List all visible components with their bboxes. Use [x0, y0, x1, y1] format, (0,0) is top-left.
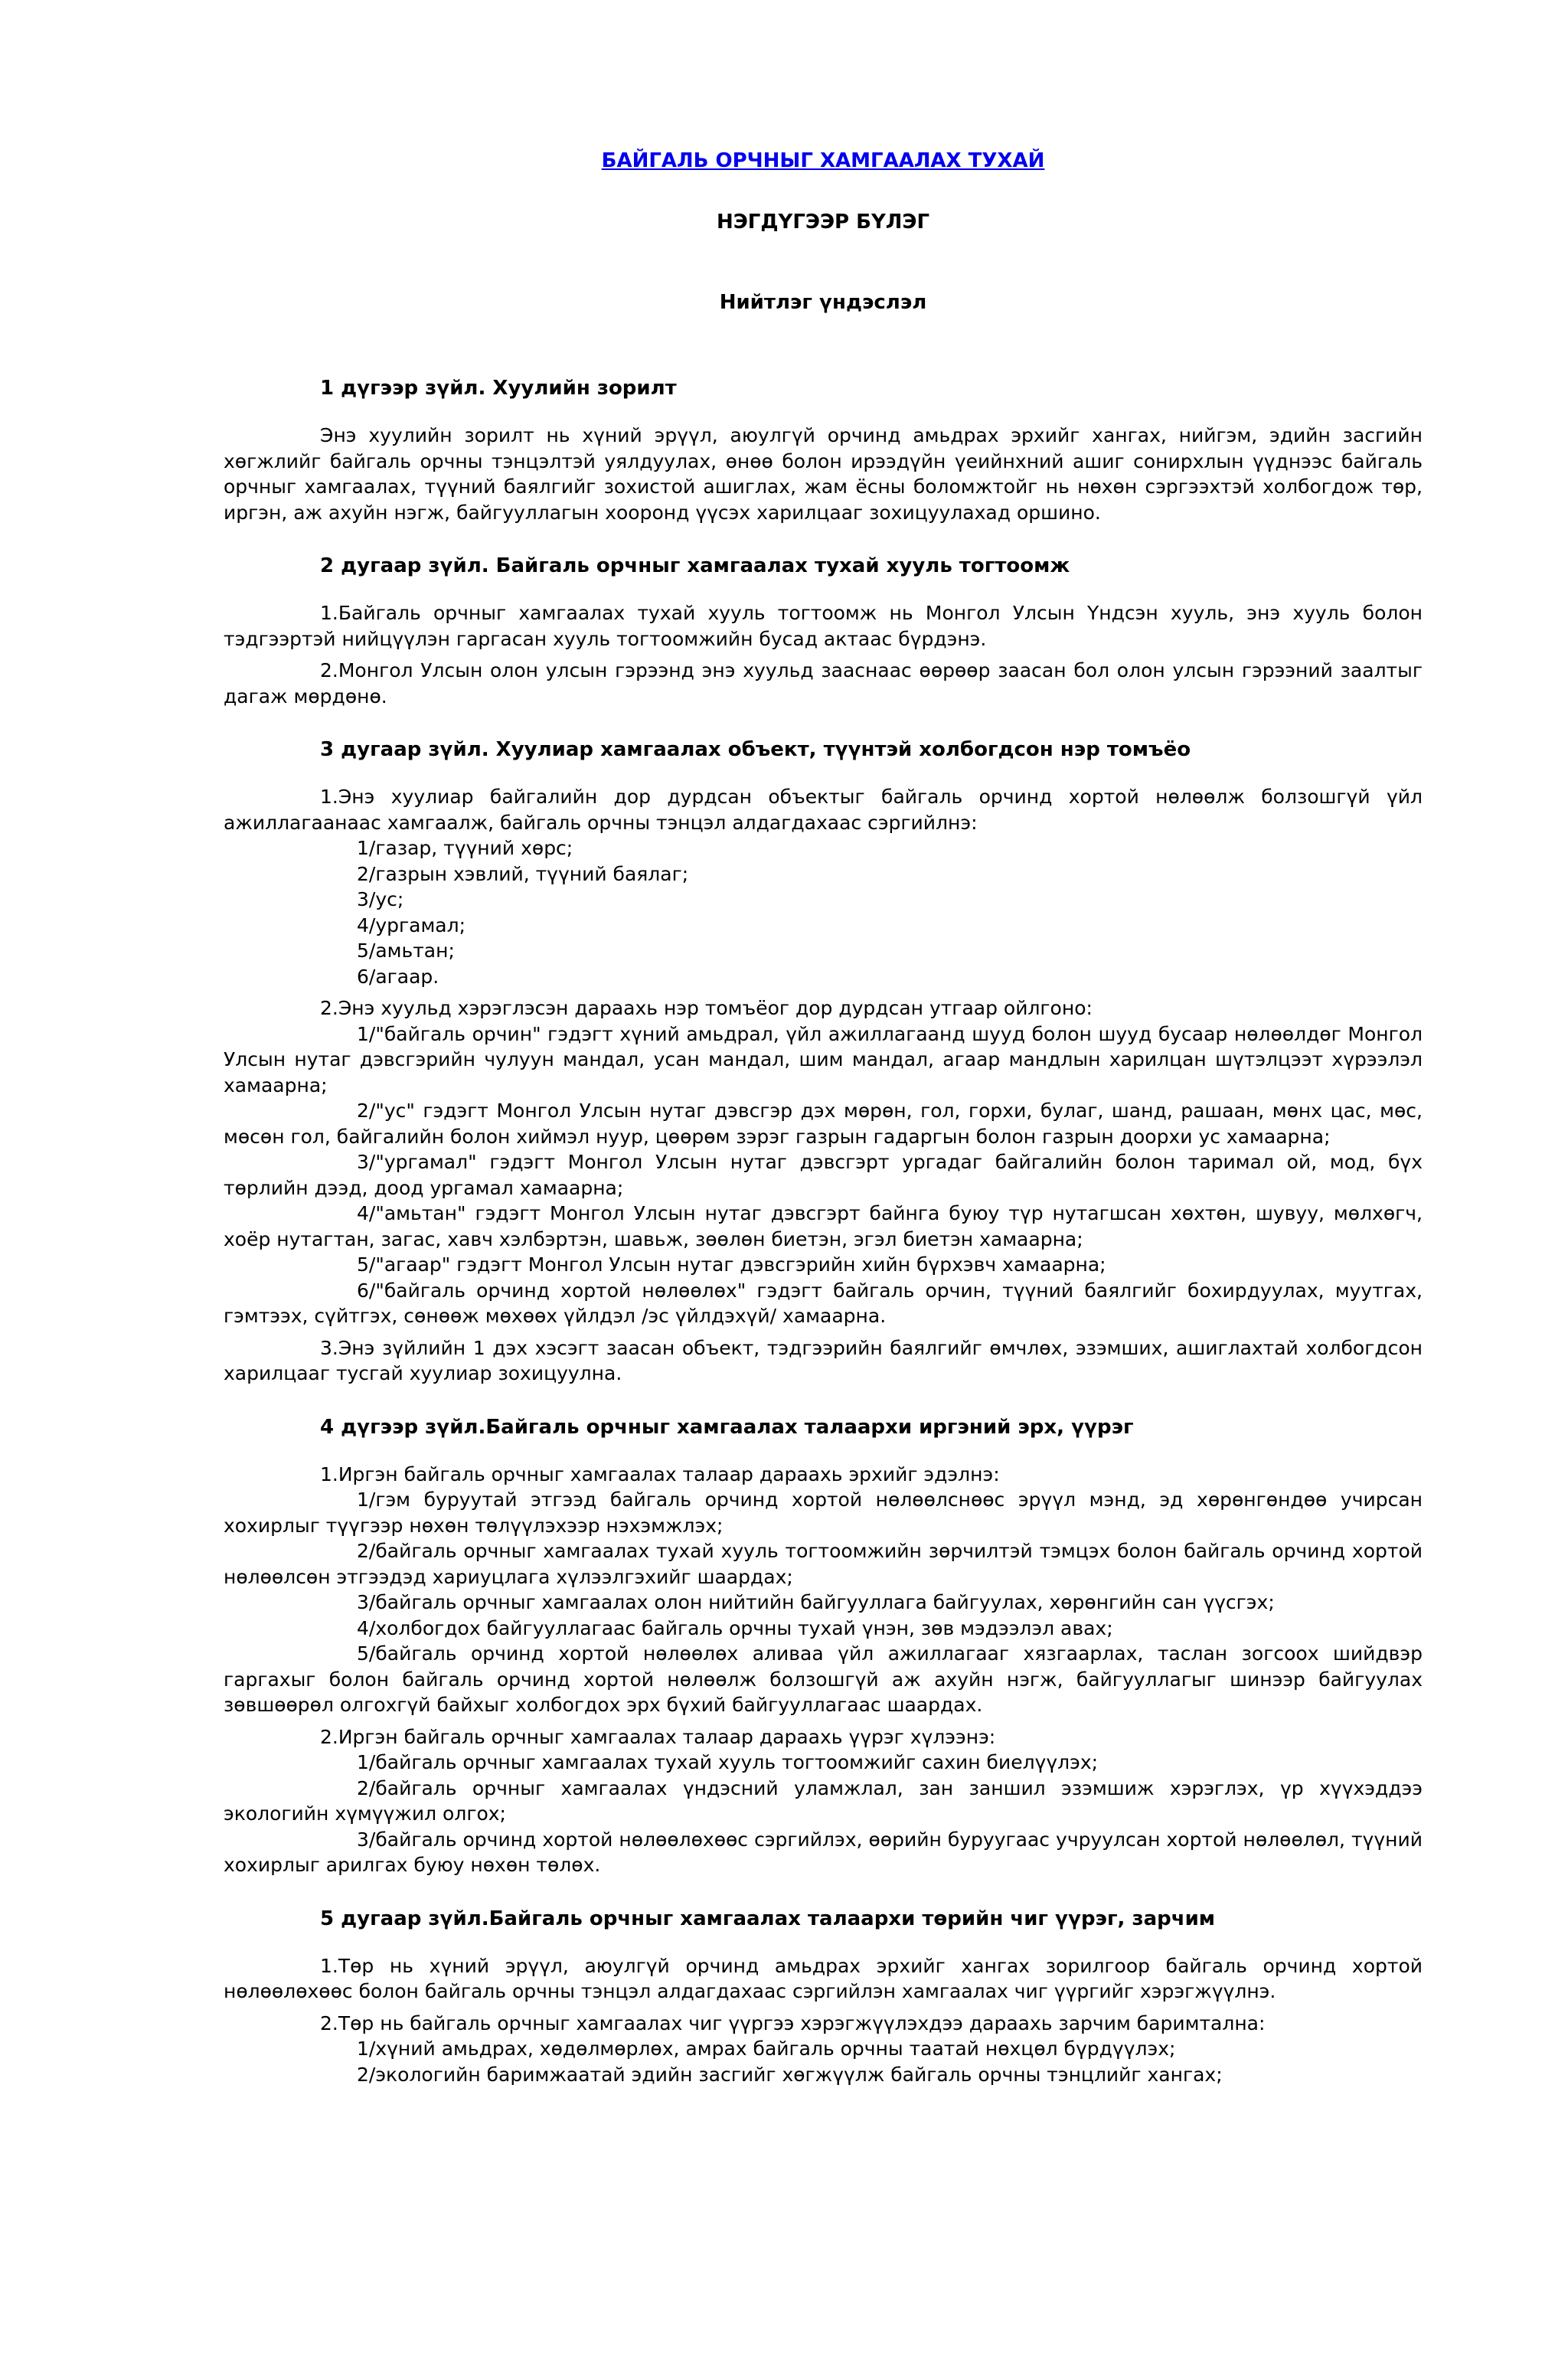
article-paragraph: 1.Энэ хуулиар байгалийн дор дурдсан объектыг байгаль орчинд хортой нөлөөлж болзошгүй үйл ажиллагаанаас хамгаалж, байгаль орчны тэнцэл алдагдахаас сэргийлнэ: [224, 786, 1423, 834]
article-heading: 4 дүгээр зүйл.Байгаль орчныг хамгаалах талаархи иргэний эрх, үүрэг [320, 1415, 1134, 1439]
article-1 [224, 375, 1423, 525]
article-paragraph: 1.Төр нь хүний эрүүл, аюулгүй орчинд амьдрах эрхийг хангах зорилгоор байгаль орчинд хортой нөлөөлөхөөс болон байгаль орчны тэнцэл алдагдахаас сэргийлэн хамгаалах чиг үүргийг хэрэгжүүлнэ. [224, 1954, 1423, 2002]
title-wrapper [224, 148, 1423, 174]
chapter-subtitle: Нийтлэг үндэслэл [719, 291, 927, 314]
duties-list [224, 1750, 1423, 1878]
article-3 [224, 737, 1423, 1387]
article-paragraph: Энэ хуулийн зорилт нь хүний эрүүл, аюулгүй орчинд амьдрах эрхийг хангах, нийгэм, эдийн засгийн хөгжлийг байгаль орчны тэнцэлтэй уялдуулах, өнөө болон ирээдүйн үеийнхний ашиг сонирхлын үүднээс байгаль орчныг хамгаалах, түүний баялгийг зохистой ашиглах, жам ёсны боломжтойг нь нөхөн сэргээхтэй холбогдож төр, иргэн, аж ахуйн нэгж, байгууллагын хооронд үүсэх харилцааг зохицуулахад оршино. [224, 424, 1423, 524]
principles-list [224, 2036, 1423, 2087]
article-heading: 3 дугаар зүйл. Хуулиар хамгаалах объект, түүнтэй холбогдсон нэр томъёо [320, 738, 1191, 761]
article-heading: 2 дугаар зүйл. Байгаль орчныг хамгаалах тухай хууль тогтоомж [320, 554, 1070, 577]
list-item: 3/"ургамал" гэдэгт Монгол Улсын нутаг дэвсгэрт ургадаг байгалийн болон таримал ой, мод, бүх төрлийн дээд, доод ургамал хамаарна; [224, 1151, 1423, 1199]
object-list [224, 835, 1423, 989]
article-paragraph: 2.Монгол Улсын олон улсын гэрээнд энэ хуульд зааснаас өөрөөр заасан бол олон улсын гэрээний заалтыг дагаж мөрдөнө. [224, 659, 1423, 708]
list-item: 2/байгаль орчныг хамгаалах үндэсний уламжлал, зан заншил эзэмшиж хэрэглэх, үр хүүхэддээ экологийн хүмүүжил олгох; [224, 1776, 1423, 1825]
article-5 [224, 1906, 1423, 2088]
list-item: 4/"амьтан" гэдэгт Монгол Улсын нутаг дэвсгэрт байнга буюу түр нутагшсан хөхтөн, шувуу, мөлхөгч, хоёр нутагтан, загас, хавч хэлбэртэн, шавьж, зөөлөн биетэн, эгэл биетэн хамаарна; [224, 1202, 1423, 1250]
article-paragraph: 1.Иргэн байгаль орчныг хамгаалах талаар дараахь эрхийг эдэлнэ: [320, 1462, 1000, 1485]
article-paragraph: 2.Иргэн байгаль орчныг хамгаалах талаар дараахь үүрэг хүлээнэ: [320, 1725, 996, 1748]
list-item: 5/"агаар" гэдэгт Монгол Улсын нутаг дэвсгэрийн хийн бүрхэвч хамаарна; [357, 1253, 1106, 1276]
list-item: 2/байгаль орчныг хамгаалах тухай хууль тогтоомжийн зөрчилтэй тэмцэх болон байгаль орчинд хортой нөлөөлсөн этгээдэд хариуцлага хүлээлгэхийг шаардах; [224, 1540, 1423, 1588]
list-item: 1/гэм буруутай этгээд байгаль орчинд хортой нөлөөлснөөс эрүүл мэнд, эд хөрөнгөндөө учирсан хохирлыг түүгээр нөхөн төлүүлэхээр нэхэмжлэх; [224, 1489, 1423, 1537]
article-2 [224, 553, 1423, 709]
article-heading: 5 дугаар зүйл.Байгаль орчныг хамгаалах талаархи төрийн чиг үүрэг, зарчим [320, 1907, 1216, 1930]
list-item: 3/ус; [357, 888, 404, 910]
list-item: 5/байгаль орчинд хортой нөлөөлөх аливаа үйл ажиллагааг хязгаарлах, таслан зогсоох шийдвэр гаргахыг болон байгаль орчинд хортой нөлөөлж болзошгүй аж ахуйн нэгж, байгууллагыг шинээр байгуулах зөвшөөрөл олгохгүй байхыг холбогдох эрх бүхий байгууллагаас шаардах. [224, 1642, 1423, 1716]
list-item: 2/экологийн баримжаатай эдийн засгийг хөгжүүлж байгаль орчны тэнцлийг хангах; [357, 2063, 1223, 2086]
article-paragraph: 2.Энэ хуульд хэрэглэсэн дараахь нэр томъёог дор дурдсан утгаар ойлгоно: [320, 997, 1093, 1019]
list-item: 6/агаар. [357, 965, 439, 988]
article-paragraph: 1.Байгаль орчныг хамгаалах тухай хууль тогтоомж нь Монгол Улсын Үндсэн хууль, энэ хууль болон тэдгээртэй нийцүүлэн гаргасан хууль тогтоомжийн бусад актаас бүрдэнэ. [224, 602, 1423, 650]
list-item: 3/байгаль орчинд хортой нөлөөлөхөөс сэргийлэх, өөрийн буруугаас учруулсан хортой нөлөөлөл, түүний хохирлыг арилгах буюу нөхөн төлөх. [224, 1828, 1423, 1876]
list-item: 1/байгаль орчныг хамгаалах тухай хууль тогтоомжийг сахин биелүүлэх; [357, 1751, 1099, 1773]
chapter-heading: НЭГДҮГЭЭР БҮЛЭГ [716, 211, 930, 234]
document-title-link[interactable]: БАЙГАЛЬ ОРЧНЫГ ХАМГААЛАХ ТУХАЙ [601, 149, 1045, 172]
list-item: 4/ургамал; [357, 913, 466, 936]
rights-list [224, 1487, 1423, 1718]
list-item: 6/"байгаль орчинд хортой нөлөөлөх" гэдэгт байгаль орчин, түүний баялгийг бохирдуулах, муутгах, гэмтээх, сүйтгэх, сөнөөж мөхөөх үйлдэл /эс үйлдэхүй/ хамаарна. [224, 1279, 1423, 1327]
document-page [0, 148, 1568, 2366]
list-item: 1/"байгаль орчин" гэдэгт хүний амьдрал, үйл ажиллагаанд шууд болон шууд бусаар нөлөөлдөг Монгол Улсын нутаг дэвсгэрийн чулуун мандал, усан мандал, шим мандал, агаар мандлын харилцан шүтэлцээт хүрээлэл хамаарна; [224, 1022, 1423, 1096]
article-paragraph: 2.Төр нь байгаль орчныг хамгаалах чиг үүргээ хэрэгжүүлэхдээ дараахь зарчим баримтална: [320, 2011, 1266, 2034]
list-item: 1/газар, түүний хөрс; [357, 837, 573, 859]
article-4 [224, 1414, 1423, 1878]
list-item: 5/амьтан; [357, 940, 455, 962]
list-item: 2/"ус" гэдэгт Монгол Улсын нутаг дэвсгэр дэх мөрөн, гол, горхи, булаг, шанд, рашаан, мөнх цас, мөс, мөсөн гол, байгалийн болон хиймэл нуур, цөөрөм зэрэг газрын гадаргын болон газрын доорхи ус хамаарна; [224, 1100, 1423, 1148]
list-item: 2/газрын хэвлий, түүний баялаг; [357, 862, 689, 885]
list-item: 1/хүний амьдрах, хөдөлмөрлөх, амрах байгаль орчны таатай нөхцөл бүрдүүлэх; [357, 2038, 1176, 2060]
term-list [224, 1021, 1423, 1329]
article-heading: 1 дүгээр зүйл. Хуулийн зорилт [320, 377, 677, 400]
list-item: 4/холбогдох байгууллагаас байгаль орчны тухай үнэн, зөв мэдээлэл авах; [357, 1616, 1113, 1639]
article-paragraph: 3.Энэ зүйлийн 1 дэх хэсэгт заасан объект, тэдгээрийн баялгийг өмчлөх, эзэмших, ашиглахтай холбогдсон харилцааг тусгай хуулиар зохицуулна. [224, 1336, 1423, 1384]
list-item: 3/байгаль орчныг хамгаалах олон нийтийн байгууллага байгуулах, хөрөнгийн сан үүсгэх; [357, 1591, 1275, 1613]
